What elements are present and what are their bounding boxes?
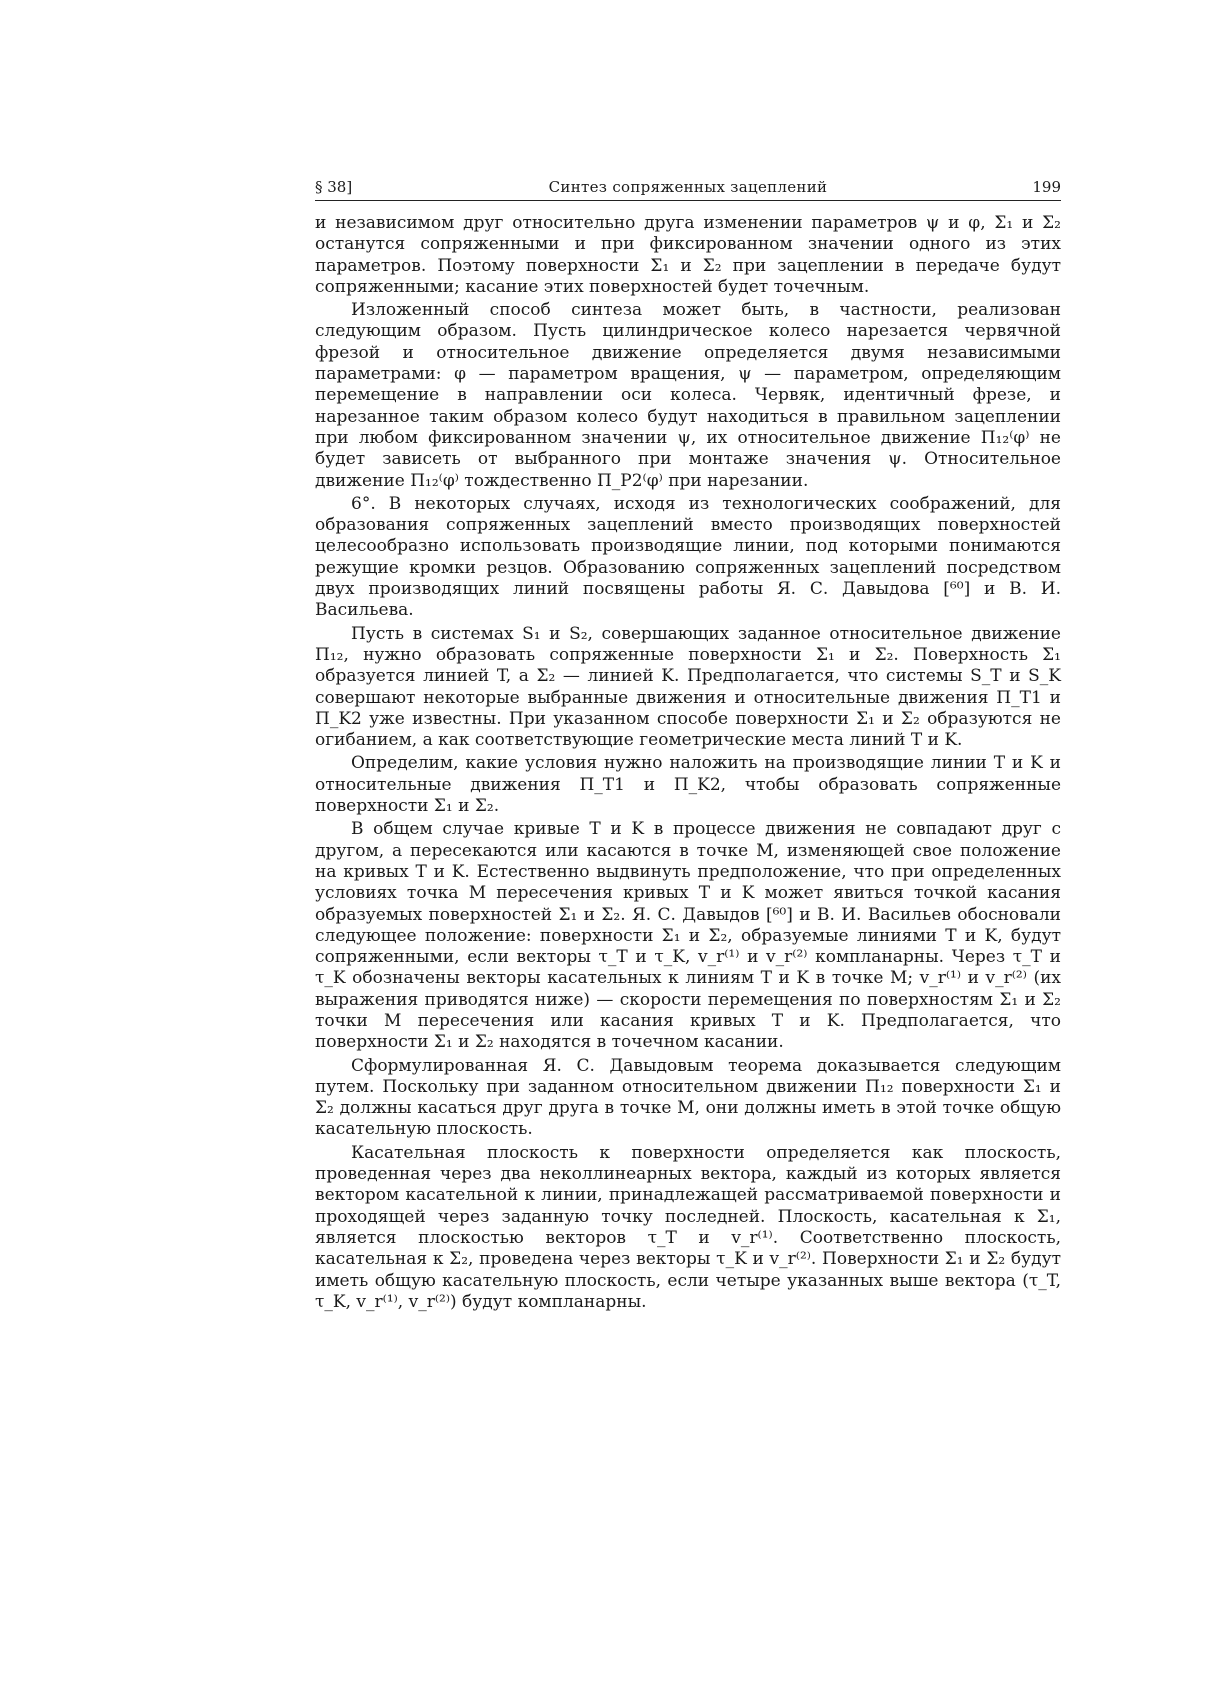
paragraph-1: и независимом друг относительно друга изменении параметров ψ и φ, Σ₁ и Σ₂ останутся сопряженными и при фиксированном значении одного из этих параметров. Поэтому поверхности Σ₁ и Σ₂ при зацеплении в передаче будут сопряженными; касание этих поверхностей будет точечным. (315, 213, 1061, 297)
paragraph-8: Касательная плоскость к поверхности определяется как плоскость, проведенная через два неколлинеарных вектора, каждый из которых является вектором касательной к линии, принадлежащей рассматриваемой поверхности и проходящей через заданную точку последней. Плоскость, касательная к Σ₁, является плоскостью векторов τ_T и v_r⁽¹⁾. Соответственно плоскость, касательная к Σ₂, проведена через векторы τ_K и v_r⁽²⁾. Поверхности Σ₁ и Σ₂ будут иметь общую касательную плоскость, если четыре указанных выше вектора (τ_T, τ_K, v_r⁽¹⁾, v_r⁽²⁾) будут компланарны. (315, 1142, 1061, 1312)
paragraph-6: В общем случае кривые T и K в процессе движения не совпадают друг с другом, а пересекаются или касаются в точке M, изменяющей свое положение на кривых T и K. Естественно выдвинуть предположение, что при определенных условиях точка M пересечения кривых T и K может явиться точкой касания образуемых поверхностей Σ₁ и Σ₂. Я. С. Давыдов [⁶⁰] и В. И. Васильев обосновали следующее положение: поверхности Σ₁ и Σ₂, образуемые линиями T и K, будут сопряженными, если векторы τ_T и τ_K, v_r⁽¹⁾ и v_r⁽²⁾ компланарны. Через τ_T и τ_K обозначены векторы касательных к линиям T и K в точке M; v_r⁽¹⁾ и v_r⁽²⁾ (их выражения приводятся ниже) — скорости перемещения по поверхностям Σ₁ и Σ₂ точки M пересечения или касания кривых T и K. Предполагается, что поверхности Σ₁ и Σ₂ находятся в точечном касании. (315, 819, 1061, 1053)
paragraph-5: Определим, какие условия нужно наложить на производящие линии T и K и относительные движения П_T1 и П_K2, чтобы образовать сопряженные поверхности Σ₁ и Σ₂. (315, 753, 1061, 817)
paragraph-4: Пусть в системах S₁ и S₂, совершающих заданное относительное движение П₁₂, нужно образовать сопряженные поверхности Σ₁ и Σ₂. Поверхность Σ₁ образуется линией T, а Σ₂ — линией K. Предполагается, что системы S_T и S_K совершают некоторые выбранные движения и относительные движения П_T1 и П_K2 уже известны. При указанном способе поверхности Σ₁ и Σ₂ образуются не огибанием, а как соответствующие геометрические места линий T и K. (315, 623, 1061, 751)
page-number: 199 (1032, 178, 1061, 196)
paragraph-7: Сформулированная Я. С. Давыдовым теорема доказывается следующим путем. Поскольку при заданном относительном движении П₁₂ поверхности Σ₁ и Σ₂ должны касаться друг друга в точке M, они должны иметь в этой точке общую касательную плоскость. (315, 1055, 1061, 1140)
paragraph-2: Изложенный способ синтеза может быть, в частности, реализован следующим образом. Пусть цилиндрическое колесо нарезается червячной фрезой и относительное движение определяется двумя независимыми параметрами: φ — параметром вращения, ψ — параметром, определяющим перемещение в направлении оси колеса. Червяк, идентичный фрезе, и нарезанное таким образом колесо будут находиться в правильном зацеплении при любом фиксированном значении ψ, их относительное движение П₁₂⁽φ⁾ не будет зависеть от выбранного при монтаже значения ψ. Относительное движение П₁₂⁽φ⁾ тождественно П_P2⁽φ⁾ при нарезании. (315, 300, 1061, 491)
book-page (315, 176, 1061, 1313)
section-marker: § 38] (315, 178, 353, 196)
paragraph-3: 6°. В некоторых случаях, исходя из технологических соображений, для образования сопряженных зацеплений вместо производящих поверхностей целесообразно использовать производящие линии, под которыми понимаются режущие кромки резцов. Образованию сопряженных зацеплений посредством двух производящих линий посвящены работы Я. С. Давыдова [⁶⁰] и В. И. Васильева. (315, 493, 1061, 621)
running-title: Синтез сопряженных зацеплений (548, 178, 828, 196)
page-body (315, 213, 1061, 1313)
header-rule (315, 200, 1061, 201)
running-head (315, 176, 1061, 200)
